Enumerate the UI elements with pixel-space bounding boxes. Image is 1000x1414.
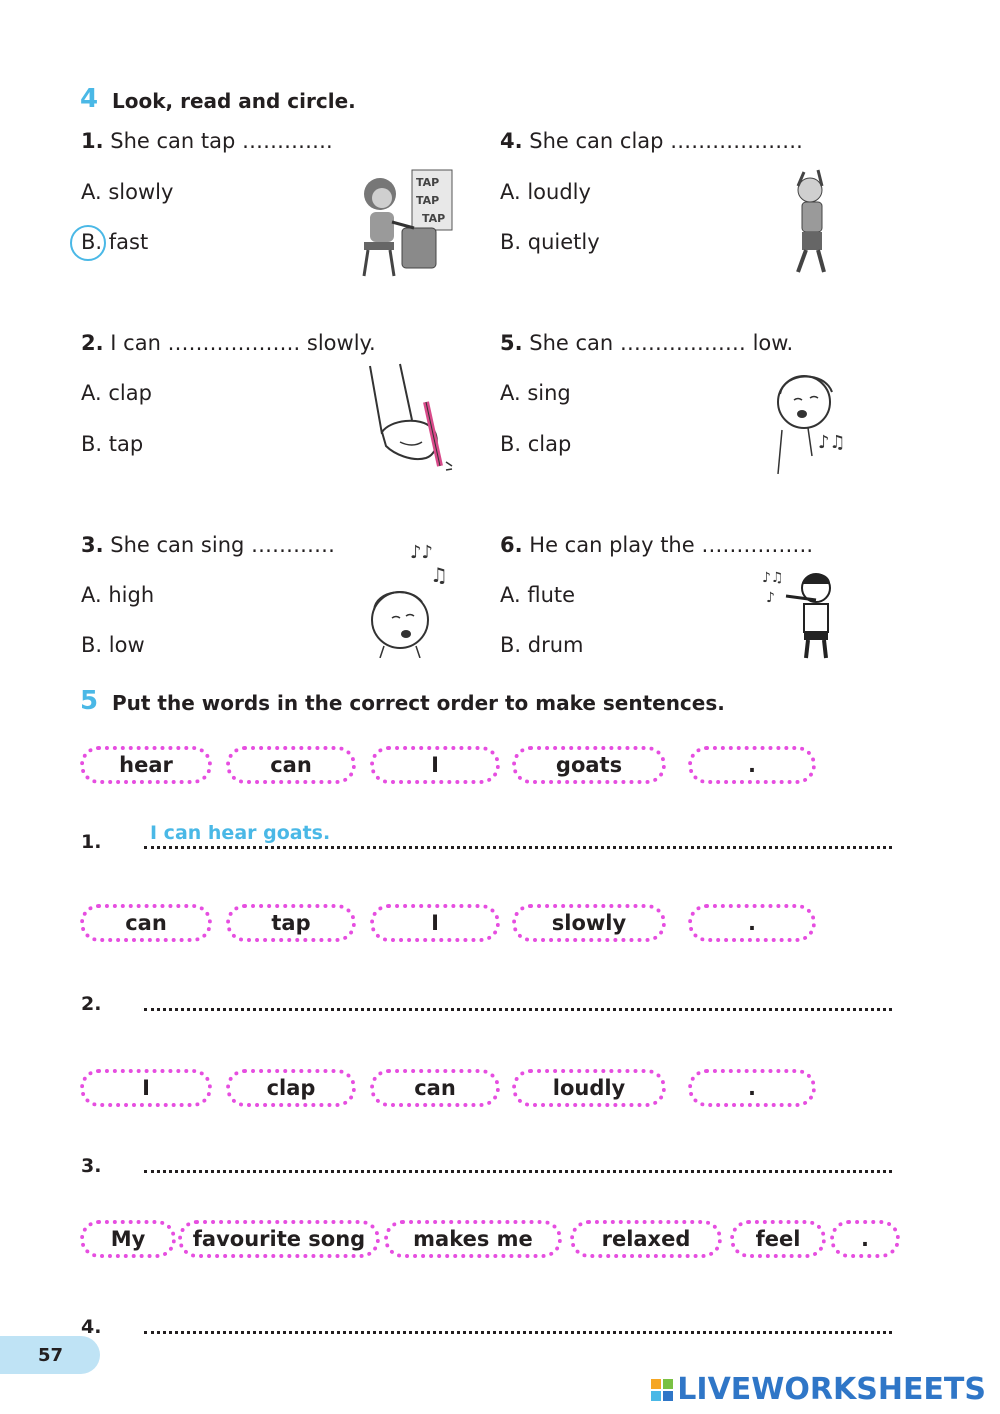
word-tile[interactable]: . [688, 904, 816, 942]
svg-text:TAP: TAP [416, 176, 440, 189]
brand-name: LIVEWORKSHEETS [677, 1372, 986, 1407]
answer-line-2[interactable] [144, 1008, 892, 1011]
question-number: 3. [81, 533, 104, 557]
question-number: 1. [81, 129, 104, 153]
word-tile[interactable]: feel [730, 1220, 826, 1258]
question-number: 5. [500, 331, 523, 355]
question-stem: She can sing ………… [110, 533, 336, 557]
option-2a[interactable]: A. clap [81, 381, 152, 405]
word-tile[interactable]: . [688, 746, 816, 784]
word-tile[interactable]: loudly [512, 1069, 666, 1107]
liveworksheets-logo [651, 1372, 986, 1407]
line-number: 2. [81, 993, 102, 1015]
answer-circle-mark [70, 225, 106, 261]
word-tile[interactable]: I [80, 1069, 212, 1107]
question-stem: She can ……………… low. [529, 331, 794, 355]
option-3b[interactable]: B. low [81, 633, 145, 657]
question-6 [500, 533, 813, 557]
word-tile[interactable]: favourite song [178, 1220, 380, 1258]
question-4 [500, 129, 803, 153]
option-4a[interactable]: A. loudly [500, 180, 591, 204]
svg-text:♪: ♪ [766, 590, 775, 606]
svg-text:TAP: TAP [416, 194, 440, 207]
answer-line-4[interactable] [144, 1331, 892, 1334]
question-number: 4. [500, 129, 523, 153]
option-6b[interactable]: B. drum [500, 633, 584, 657]
svg-text:TAP: TAP [422, 212, 446, 225]
option-5b[interactable]: B. clap [500, 432, 572, 456]
line-number: 1. [81, 831, 102, 853]
word-tile[interactable]: makes me [384, 1220, 562, 1258]
word-tile[interactable]: goats [512, 746, 666, 784]
word-tile[interactable]: . [688, 1069, 816, 1107]
logo-squares-icon [651, 1379, 673, 1401]
boy-singing-icon [768, 366, 854, 474]
option-letter: B. [81, 230, 103, 254]
option-2b[interactable]: B. tap [81, 432, 144, 456]
girl-singing-icon [360, 540, 460, 658]
answer-line-3[interactable] [144, 1170, 892, 1173]
word-tile[interactable]: can [226, 746, 356, 784]
question-2 [81, 331, 376, 355]
page-number-tab [0, 1336, 100, 1374]
word-tile[interactable]: can [80, 904, 212, 942]
word-tile[interactable]: clap [226, 1069, 356, 1107]
option-1a[interactable]: A. slowly [81, 180, 174, 204]
line-number: 3. [81, 1155, 102, 1177]
section-4-title: Look, read and circle. [112, 89, 356, 113]
svg-text:♪♫: ♪♫ [762, 570, 784, 586]
question-stem: She can tap …………. [110, 129, 333, 153]
option-4b[interactable]: B. quietly [500, 230, 600, 254]
word-tile[interactable]: tap [226, 904, 356, 942]
line-number: 4. [81, 1316, 102, 1338]
page-number: 57 [38, 1344, 64, 1366]
word-tile[interactable]: can [370, 1069, 500, 1107]
svg-text:♪♪: ♪♪ [410, 542, 433, 563]
word-tile[interactable]: relaxed [570, 1220, 722, 1258]
svg-text:♪♫: ♪♫ [818, 432, 846, 453]
word-tile[interactable]: hear [80, 746, 212, 784]
section-4-number: 4 [80, 84, 99, 114]
word-tile[interactable]: slowly [512, 904, 666, 942]
boy-flute-icon [760, 566, 844, 662]
answer-text-1[interactable]: I can hear goats. [150, 822, 331, 844]
question-stem: I can ………………. slowly. [110, 331, 376, 355]
hand-tapping-icon [360, 362, 460, 474]
section-5-number: 5 [80, 686, 99, 716]
question-number: 2. [81, 331, 104, 355]
question-number: 6. [500, 533, 523, 557]
question-stem: She can clap ………………. [529, 129, 803, 153]
answer-line-1[interactable] [144, 846, 892, 849]
option-6a[interactable]: A. flute [500, 583, 576, 607]
question-5 [500, 331, 793, 355]
option-text: fast [102, 230, 149, 254]
word-tile[interactable]: I [370, 746, 500, 784]
svg-text:♫: ♫ [430, 563, 448, 587]
girl-drumming-icon [352, 166, 457, 278]
section-5-title: Put the words in the correct order to make sentences. [112, 691, 725, 715]
question-3 [81, 533, 335, 557]
question-1 [81, 129, 333, 153]
word-tile[interactable]: My [80, 1220, 176, 1258]
girl-clapping-icon [780, 164, 844, 278]
option-3a[interactable]: A. high [81, 583, 155, 607]
word-tile[interactable]: . [830, 1220, 900, 1258]
option-5a[interactable]: A. sing [500, 381, 571, 405]
question-stem: He can play the ……………. [529, 533, 814, 557]
word-tile[interactable]: I [370, 904, 500, 942]
